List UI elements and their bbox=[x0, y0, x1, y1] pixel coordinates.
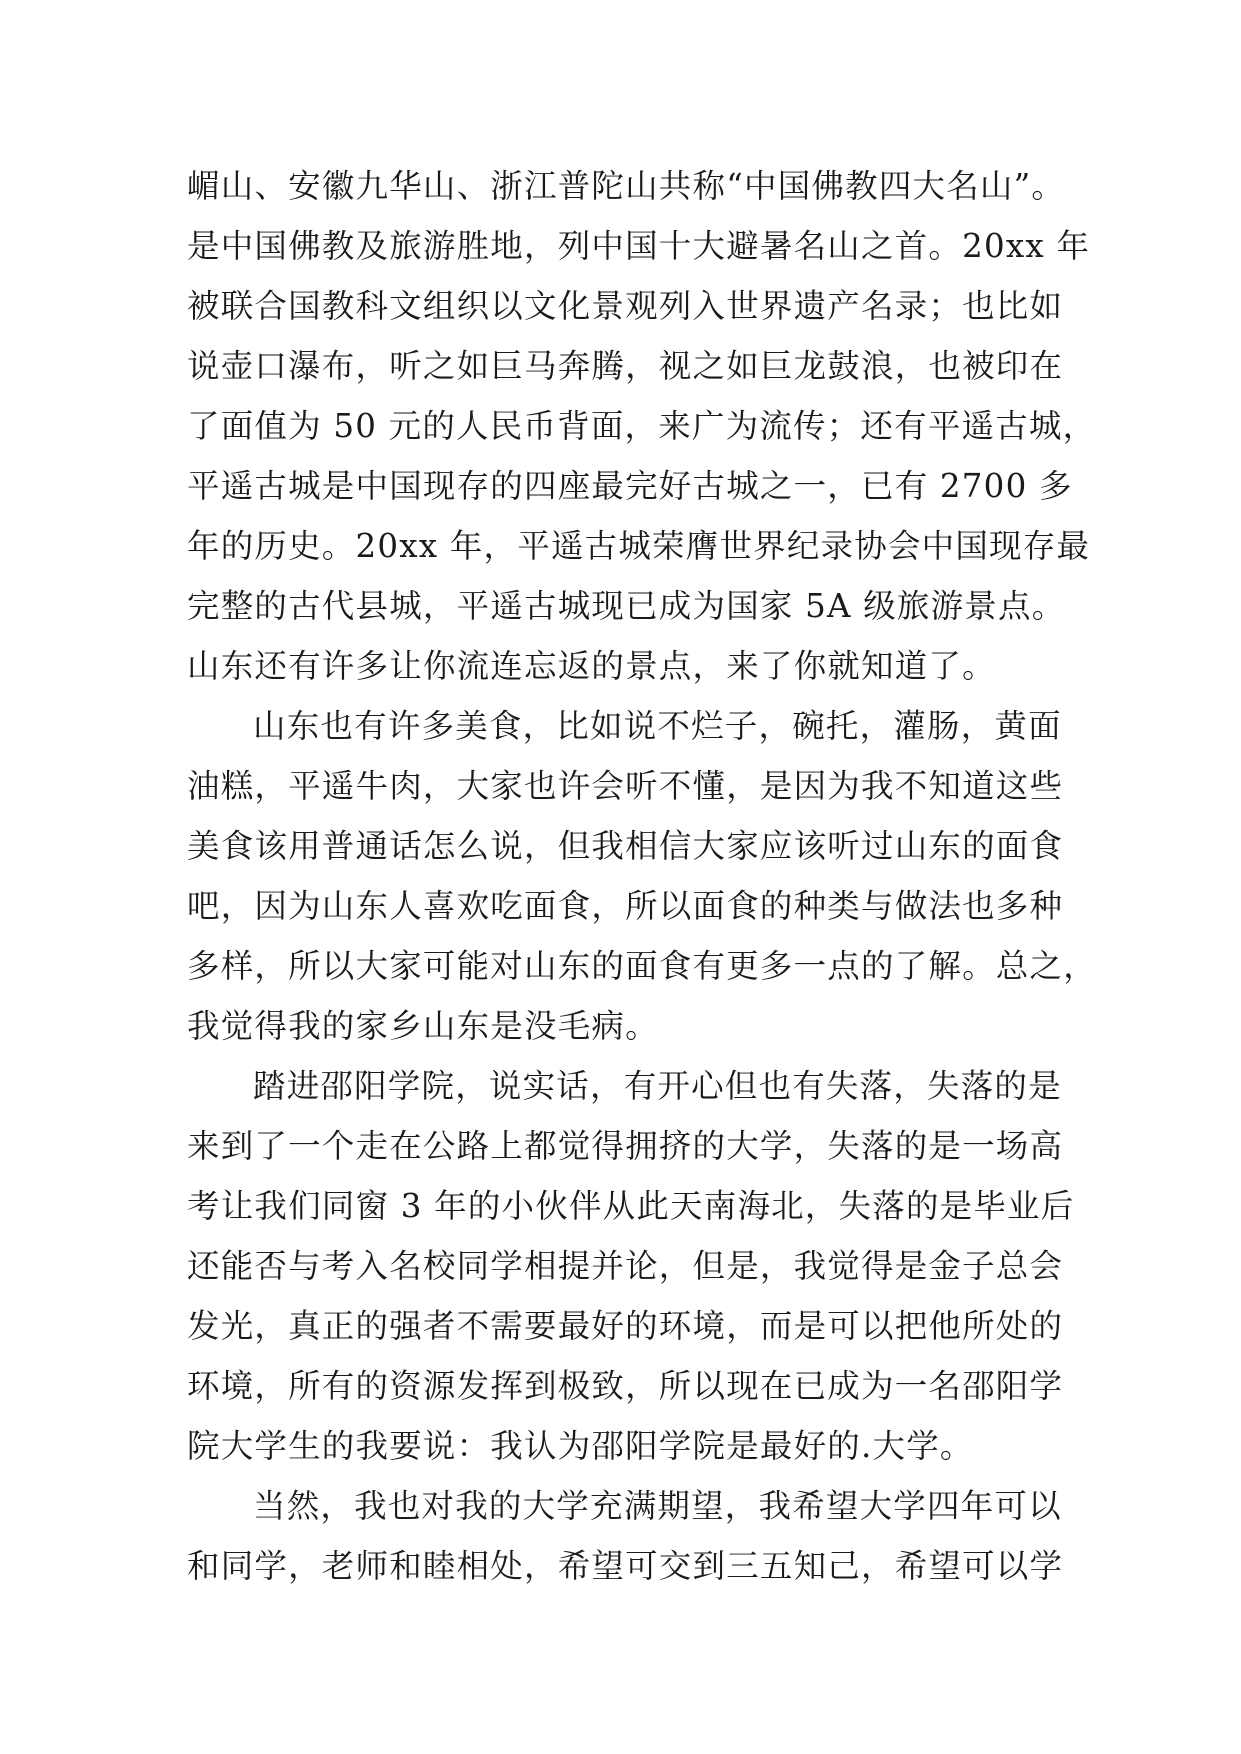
paragraph-start-line: 山东也有许多美食，比如说不烂子，碗托，灌肠，黄面 bbox=[253, 707, 1062, 745]
text-line: 山东还有许多让你流连忘返的景点，来了你就知道了。 bbox=[187, 647, 996, 685]
paragraph-start-line: 踏进邵阳学院，说实话，有开心但也有失落，失落的是 bbox=[253, 1067, 1062, 1105]
text-line: 院大学生的我要说：我认为邵阳学院是最好的.大学。 bbox=[187, 1427, 974, 1465]
text-line: 和同学，老师和睦相处，希望可交到三五知己，希望可以学 bbox=[187, 1547, 1064, 1585]
text-line: 来到了一个走在公路上都觉得拥挤的大学，失落的是一场高 bbox=[187, 1127, 1064, 1165]
text-line: 我觉得我的家乡山东是没毛病。 bbox=[187, 1007, 659, 1045]
text-line: 嵋山、安徽九华山、浙江普陀山共称“中国佛教四大名山”。 bbox=[187, 167, 1066, 205]
text-line: 说壶口瀑布，听之如巨马奔腾，视之如巨龙鼓浪，也被印在 bbox=[187, 347, 1064, 385]
text-line: 是中国佛教及旅游胜地，列中国十大避暑名山之首。20xx 年 bbox=[187, 227, 1091, 265]
text-line: 被联合国教科文组织以文化景观列入世界遗产名录；也比如 bbox=[187, 287, 1064, 325]
text-line: 环境，所有的资源发挥到极致，所以现在已成为一名邵阳学 bbox=[187, 1367, 1064, 1405]
text-line: 美食该用普通话怎么说，但我相信大家应该听过山东的面食 bbox=[187, 827, 1064, 865]
text-line: 发光，真正的强者不需要最好的环境，而是可以把他所处的 bbox=[187, 1307, 1064, 1345]
text-line: 油糕，平遥牛肉，大家也许会听不懂，是因为我不知道这些 bbox=[187, 767, 1064, 805]
text-line: 吧，因为山东人喜欢吃面食，所以面食的种类与做法也多种 bbox=[187, 887, 1064, 925]
text-line: 了面值为 50 元的人民币背面，来广为流传；还有平遥古城， bbox=[187, 407, 1097, 445]
text-line: 多样，所以大家可能对山东的面食有更多一点的了解。总之， bbox=[187, 947, 1097, 985]
text-line: 平遥古城是中国现存的四座最完好古城之一，已有 2700 多 bbox=[187, 467, 1073, 505]
text-line: 完整的古代县城，平遥古城现已成为国家 5A 级旅游景点。 bbox=[187, 587, 1066, 625]
paragraph-start-line: 当然，我也对我的大学充满期望，我希望大学四年可以 bbox=[253, 1487, 1062, 1525]
text-line: 考让我们同窗 3 年的小伙伴从此天南海北，失落的是毕业后 bbox=[187, 1187, 1075, 1225]
text-line: 还能否与考入名校同学相提并论，但是，我觉得是金子总会 bbox=[187, 1247, 1064, 1285]
body-text bbox=[187, 156, 1097, 1596]
text-line: 年的历史。20xx 年，平遥古城荣膺世界纪录协会中国现存最 bbox=[187, 527, 1091, 565]
